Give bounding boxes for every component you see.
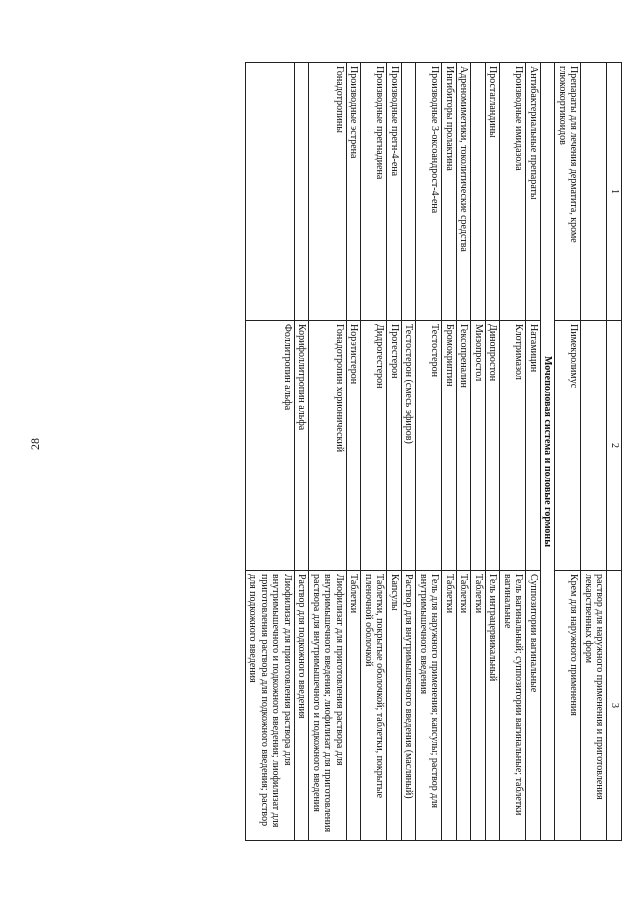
dosage-form-cell: Таблетки	[442, 571, 457, 841]
dosage-form-cell: Гель вагинальный; суппозитории вагинальные; таблетки вагинальные	[500, 571, 526, 841]
table-row	[457, 63, 472, 841]
group-cell	[295, 63, 310, 321]
drug-name-cell: Бромокриптин	[442, 321, 457, 571]
dosage-form-cell: Таблетки, покрытые оболочкой; таблетки, покрытые пленочной оболочкой	[361, 571, 387, 841]
table-row	[387, 63, 402, 841]
drug-name-cell: Норэтистерон	[347, 321, 362, 571]
dosage-form-cell: Лиофилизат для приготовления раствора для внутримышечного введения; лиофилизат для приготовления раствора для внутримышечного и подкожного введения	[309, 571, 347, 841]
dosage-form-cell: Таблетки	[471, 571, 486, 841]
drug-name-cell: Тестостерон	[416, 321, 442, 571]
dosage-form-cell: Суппозитории вагинальные	[526, 571, 541, 841]
page-number: 28	[28, 438, 42, 450]
dosage-form-cell: раствор для наружного применения и приготовления лекарственных форм	[581, 571, 607, 841]
column-header: 1	[607, 63, 622, 321]
drug-name-cell: Динопростон	[486, 321, 501, 571]
group-cell: Простагландины	[486, 63, 501, 321]
group-cell: Производные эстрена	[347, 63, 362, 321]
table-row	[416, 63, 442, 841]
table-row	[486, 63, 501, 841]
group-cell: Антибактериальные препараты	[526, 63, 541, 321]
dosage-form-cell: Таблетки	[347, 571, 362, 841]
group-cell	[402, 63, 417, 321]
dosage-form-cell: Крем для наружного применения	[555, 571, 581, 841]
group-cell: Адреномиметики, токолитические средства	[457, 63, 472, 321]
table-row	[471, 63, 486, 841]
table-row	[500, 63, 526, 841]
group-cell: Производные прегн-4-ена	[387, 63, 402, 321]
drug-name-cell: Тестостерон (смесь эфиров)	[402, 321, 417, 571]
dosage-form-cell: Капсулы	[387, 571, 402, 841]
group-cell: Производные имидазола	[500, 63, 526, 321]
column-header: 2	[607, 321, 622, 571]
dosage-form-cell: Лиофилизат для приготовления раствора для внутримышечного и подкожного введения; лиофилизат для приготовления раствора для подкожного введения; раствор для подкожного введения	[246, 571, 295, 841]
table-header-row	[607, 63, 622, 841]
dosage-form-cell: Гель интрацервикальный	[486, 571, 501, 841]
table-row	[309, 63, 347, 841]
group-cell: Производные прегнадиена	[361, 63, 387, 321]
drug-name-cell: Дидрогестерон	[361, 321, 387, 571]
table-row	[361, 63, 387, 841]
drug-name-cell: Клотримазол	[500, 321, 526, 571]
table-row	[442, 63, 457, 841]
drug-name-cell: Натамицин	[526, 321, 541, 571]
drug-name-cell: Фоллитропин альфа	[246, 321, 295, 571]
table-row	[402, 63, 417, 841]
drug-name-cell	[581, 321, 607, 571]
group-cell: Производные 3-оксоандрост-4-ена	[416, 63, 442, 321]
table-row	[246, 63, 295, 841]
drug-table-container	[80, 62, 622, 840]
dosage-form-cell: Гель для наружного применения; капсулы; раствор для внутримышечного введения	[416, 571, 442, 841]
group-cell: Ингибиторы пролактина	[442, 63, 457, 321]
drug-name-cell: Корифоллитропин альфа	[295, 321, 310, 571]
table-row	[526, 63, 541, 841]
drug-name-cell: Гонадотропин хорионический	[309, 321, 347, 571]
dosage-form-cell: Раствор для подкожного введения	[295, 571, 310, 841]
group-cell	[471, 63, 486, 321]
table-row	[347, 63, 362, 841]
drug-name-cell: Мизопростол	[471, 321, 486, 571]
group-cell	[246, 63, 295, 321]
drug-name-cell: Пимекролимус	[555, 321, 581, 571]
drug-table	[245, 62, 622, 841]
group-cell: Препараты для лечения дерматита, кроме глюкокортикоидов	[555, 63, 581, 321]
table-row	[295, 63, 310, 841]
section-title: Мочеполовая система и половые гормоны	[541, 63, 556, 841]
group-cell	[581, 63, 607, 321]
section-row	[541, 63, 556, 841]
drug-name-cell: Прогестерон	[387, 321, 402, 571]
table-row	[555, 63, 581, 841]
column-header: 3	[607, 571, 622, 841]
dosage-form-cell: Раствор для внутримышечного введения (масляный)	[402, 571, 417, 841]
group-cell: Гонадотропины	[309, 63, 347, 321]
table-row	[581, 63, 607, 841]
drug-name-cell: Гексопреналин	[457, 321, 472, 571]
dosage-form-cell: Таблетки	[457, 571, 472, 841]
table-body	[246, 63, 608, 841]
